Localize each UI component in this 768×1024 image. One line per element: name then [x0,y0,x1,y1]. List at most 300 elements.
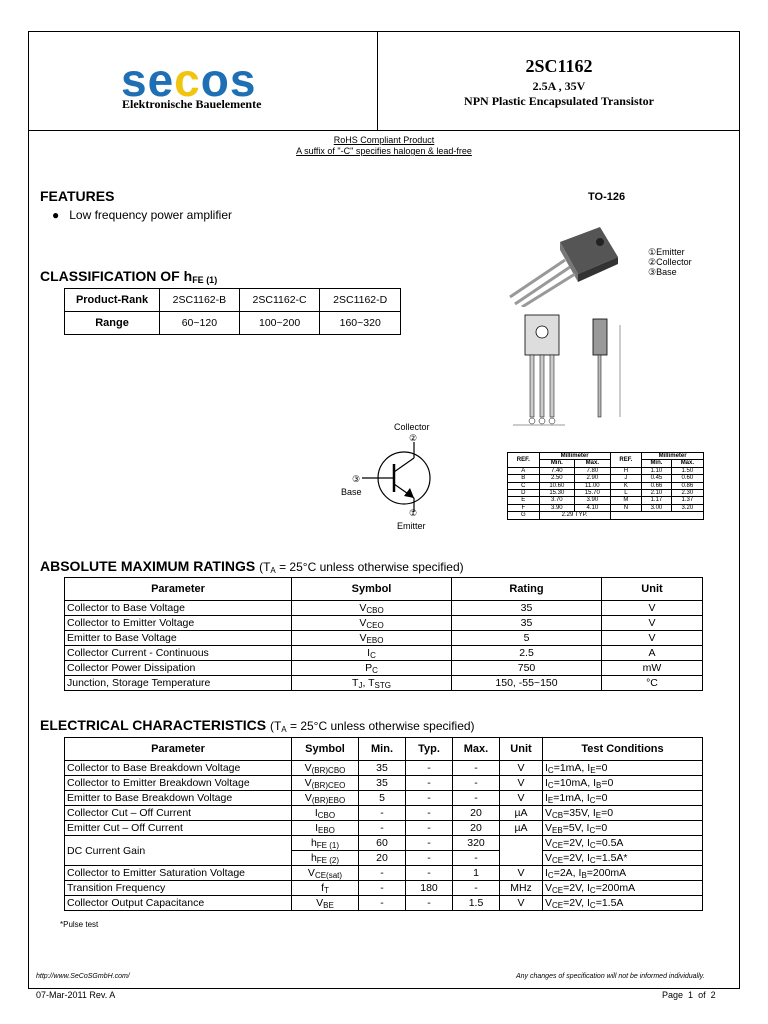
symbol-base-label: Base [341,487,362,497]
cond-symbol: I [586,791,590,804]
classification-title-sub: FE (1) [192,275,218,285]
elec-max: 1 [453,866,500,881]
abs-symbol [292,601,452,616]
elec-test-condition [543,866,703,881]
elec-row [65,881,703,896]
dim-max-header: Max. [575,460,611,467]
cond-value: =10mA, [553,776,594,789]
elec-header: Parameter [65,738,292,761]
cond-symbol: I [545,866,548,879]
elec-typ: - [406,806,453,821]
elec-typ: - [406,776,453,791]
dim-cell: 1.50 [671,467,703,474]
abs-symbol [292,676,452,691]
elec-symbol [292,821,359,836]
elec-row [65,836,703,851]
cond-sub: C [589,795,596,805]
elec-title [40,717,475,734]
dimensions-table [507,452,704,520]
elec-test-condition [543,776,703,791]
dim-cell: 11.00 [575,482,611,489]
dim-cell: N [610,504,642,511]
abs-unit: °C [602,676,703,691]
npn-transistor-symbol [360,442,440,512]
dim-cell: L [610,490,642,497]
cond-sub: C [589,885,596,895]
page-number: 1 [688,990,694,1000]
elec-param: Transition Frequency [65,881,292,896]
abs-rating: 150, -55~150 [452,676,602,691]
elec-symbol [292,881,359,896]
dim-ref-header: REF. [508,453,540,468]
dim-cell: 2.10 [642,490,672,497]
dim-cell: 10.60 [539,482,575,489]
elec-max: - [453,791,500,806]
elec-symbol [292,851,359,866]
elec-test-condition [543,836,703,851]
dim-cell: 15.70 [575,490,611,497]
dim-cell: 7.80 [575,467,611,474]
cond-value: =200mA [586,866,627,879]
elec-min: 35 [359,761,406,776]
cond-sub: C [547,780,554,790]
elec-unit: V [500,866,543,881]
elec-symbol-main: f [321,881,325,894]
elec-typ: - [406,896,453,911]
elec-typ: 180 [406,881,453,896]
dim-cell-empty [610,512,703,519]
abs-unit: V [602,631,703,646]
elec-symbol-main: V [304,791,312,804]
elec-param: Collector to Emitter Saturation Voltage [65,866,292,881]
cond-sub: CE [552,900,564,910]
dim-cell: 2.29 TYP. [539,512,610,519]
elec-unit [500,836,543,866]
classification-title-text: CLASSIFICATION OF h [40,268,193,284]
elec-unit: µA [500,806,543,821]
abs-symbol-sub2: STG [374,680,391,690]
abs-row [65,601,703,616]
cond-value: =2V, [563,836,587,849]
elec-row [65,776,703,791]
abs-unit: V [602,616,703,631]
cond-symbol: I [586,821,590,834]
abs-unit: A [602,646,703,661]
abs-rating: 35 [452,601,602,616]
abs-symbol-main: V [359,601,367,614]
dim-cell: 3.20 [671,504,703,511]
header-divider [28,130,740,131]
abs-symbol-main: P [365,661,373,674]
symbol-base-pin: ③ [352,474,361,484]
cond-value: =1.5A [595,896,624,909]
elec-header: Test Conditions [543,738,703,761]
elec-max: 20 [453,821,500,836]
elec-typ: - [406,836,453,851]
abs-max-cond-rest: = 25°C unless otherwise specified) [275,560,464,574]
elec-test-condition [543,821,703,836]
abs-max-table [64,577,703,691]
part-description: NPN Plastic Encapsulated Transistor [464,94,654,108]
abs-symbol-main: V [359,631,367,644]
features-title: FEATURES [40,188,115,204]
dim-cell: 1.10 [642,467,672,474]
cond-sub: C [547,870,554,880]
footnote: *Pulse test [60,920,99,929]
elec-min: 5 [359,791,406,806]
dim-cell: F [508,504,540,511]
elec-row [65,806,703,821]
page-total: 2 [710,990,716,1000]
elec-symbol-sub: CE(sat) [314,870,343,880]
classification-header: 2SC1162-B [160,289,240,312]
elec-symbol-sub: FE (2) [316,855,340,865]
pin-base: ③Base [648,267,677,277]
elec-symbol-sub: EBO [318,825,335,835]
cond-sub: EB [552,825,563,835]
elec-test-condition [543,851,703,866]
cond-sub: B [596,780,602,790]
abs-param: Junction, Storage Temperature [65,676,292,691]
elec-param: Collector Output Capacitance [65,896,292,911]
abs-param: Emitter to Base Voltage [65,631,292,646]
dim-cell: M [610,497,642,504]
dim-cell: 2.90 [575,475,611,482]
dim-min-header: Min. [642,460,672,467]
elec-typ: - [406,761,453,776]
dim-cell: J [610,475,642,482]
cond-symbol: I [592,806,596,819]
classification-header: 2SC1162-C [239,289,320,312]
classification-header: 2SC1162-D [320,289,401,312]
abs-row [65,631,703,646]
elec-symbol [292,806,359,821]
elec-max: - [453,881,500,896]
dim-row [508,467,704,474]
rohs-note: RoHS Compliant Product [333,135,435,145]
abs-header: Symbol [292,578,452,601]
dim-row [508,497,704,504]
dim-unit-header: Millimeter [539,453,610,460]
abs-param: Collector Current - Continuous [65,646,292,661]
elec-row [65,866,703,881]
elec-typ: - [406,866,453,881]
dim-cell: 0.86 [671,482,703,489]
elec-min: 35 [359,776,406,791]
abs-row [65,616,703,631]
elec-symbol-sub: FE (1) [316,840,340,850]
elec-title-text: ELECTRICAL CHARACTERISTICS [40,717,267,733]
classification-header: Product-Rank [65,289,160,312]
abs-unit: mW [602,661,703,676]
abs-row [65,646,703,661]
elec-min: - [359,821,406,836]
cond-sub: CE [552,855,564,865]
abs-header: Rating [452,578,602,601]
dim-row [508,490,704,497]
abs-max-title-text: ABSOLUTE MAXIMUM RATINGS [40,558,256,574]
elec-max: - [453,851,500,866]
dim-row [508,475,704,482]
elec-typ: - [406,821,453,836]
cond-sub: E [595,810,602,820]
abs-param: Collector Power Dissipation [65,661,292,676]
cond-value: =200mA [595,881,636,894]
cond-symbol: I [545,761,548,774]
elec-symbol-sub: (BR)EBO [311,795,346,805]
abs-symbol-sub: CBO [366,605,384,615]
dim-row [508,504,704,511]
elec-symbol-sub: BE [323,900,334,910]
symbol-collector-pin: ② [409,433,418,443]
cond-value: =1.5A* [595,851,628,864]
abs-symbol-sub: EBO [366,635,384,645]
abs-symbol [292,661,452,676]
abs-symbol [292,631,452,646]
cond-symbol: I [587,896,590,909]
cond-symbol: I [587,851,590,864]
elec-symbol [292,836,359,851]
elec-header: Symbol [292,738,359,761]
page-label: Page [662,990,684,1000]
footer-page [662,990,716,1000]
elec-symbol [292,761,359,776]
cond-sub: CB [552,810,564,820]
elec-symbol-main: V [304,761,312,774]
elec-cond: (T [269,719,282,733]
feature-item: ● Low frequency power amplifier [52,208,232,222]
dim-cell: 4.10 [575,504,611,511]
package-illustration [500,212,650,307]
dim-cell: 15.30 [539,490,575,497]
abs-symbol-sub: CEO [366,620,384,630]
elec-symbol [292,866,359,881]
elec-row [65,791,703,806]
cond-symbol: V [545,821,553,834]
dim-cell: E [508,497,540,504]
abs-rating: 2.5 [452,646,602,661]
header-vertical-divider [377,31,378,131]
elec-symbol-main: V [316,896,324,909]
elec-unit: V [500,761,543,776]
elec-min: - [359,866,406,881]
dim-cell: G [508,512,540,519]
abs-row [65,676,703,691]
pin-emitter: ①Emitter [648,247,685,257]
cond-sub: CE [552,885,564,895]
elec-param: Emitter to Base Breakdown Voltage [65,791,292,806]
elec-min: - [359,806,406,821]
cond-symbol: V [545,896,553,909]
abs-header: Unit [602,578,703,601]
elec-cond-sub: A [281,725,287,734]
elec-symbol-sub: T [324,885,329,895]
cond-value: =0 [595,761,608,774]
elec-cond-rest: = 25°C unless otherwise specified) [286,719,475,733]
cond-symbol: I [545,791,548,804]
outline-drawing [505,305,635,435]
page-of: of [698,990,706,1000]
abs-symbol-sub: C [370,650,376,660]
cond-symbol: I [593,776,597,789]
feature-text: Low frequency power amplifier [69,208,232,222]
dim-min-header: Min. [539,460,575,467]
elec-test-condition [543,806,703,821]
elec-symbol [292,791,359,806]
package-name: TO-126 [588,191,626,203]
dim-cell: 0.66 [642,482,672,489]
footer-disclaimer: Any changes of specification will not be informed individually. [516,973,705,980]
dim-cell: K [610,482,642,489]
elec-min: - [359,896,406,911]
dim-cell: 3.00 [642,504,672,511]
dim-cell: 0.45 [642,475,672,482]
symbol-emitter-label: Emitter [397,521,426,531]
elec-header: Min. [359,738,406,761]
classification-table [64,288,401,335]
symbol-collector-label: Collector [394,422,430,432]
elec-header: Max. [453,738,500,761]
cond-value: =2A, [553,866,579,879]
abs-row [65,661,703,676]
pin-collector: ②Collector [648,257,692,267]
cond-value: =5V, [562,821,587,834]
abs-max-title [40,558,464,575]
abs-header: Parameter [65,578,292,601]
elec-max: 1.5 [453,896,500,911]
dim-row [508,512,704,519]
footer-url[interactable]: http://www.SeCoSGmbH.com/ [36,973,130,980]
elec-param: Collector to Emitter Breakdown Voltage [65,776,292,791]
dim-cell: B [508,475,540,482]
elec-min: 20 [359,851,406,866]
dim-cell: 2.30 [671,490,703,497]
cond-value: =0 [595,791,608,804]
elec-symbol-main: I [314,806,318,819]
dim-unit-header: Millimeter [642,453,704,460]
cond-value: =35V, [563,806,593,819]
symbol-emitter-pin: ① [409,508,418,518]
cond-symbol: I [545,776,548,789]
dim-cell: 2.50 [539,475,575,482]
abs-symbol [292,646,452,661]
elec-min: 60 [359,836,406,851]
classification-title [40,268,217,285]
abs-symbol-main: V [359,616,367,629]
cond-sub: C [589,855,596,865]
elec-min: - [359,881,406,896]
abs-rating: 35 [452,616,602,631]
cond-value: =0 [601,776,614,789]
cond-symbol: I [587,881,590,894]
cond-sub: C [589,825,596,835]
cond-value: =2V, [563,851,587,864]
pin-list [648,247,692,277]
elec-symbol-main: h [310,836,317,849]
cond-symbol: V [545,806,553,819]
classification-value: 100~200 [239,312,320,335]
elec-symbol-main: V [307,866,315,879]
cond-sub: CE [552,840,564,850]
elec-param: Emitter Cut – Off Current [65,821,292,836]
abs-symbol-main: I [367,646,371,659]
classification-row-label: Range [65,312,160,335]
elec-symbol-sub: CBO [317,810,336,820]
abs-symbol-main2: , T [362,676,375,689]
footer-date: 07-Mar-2011 Rev. A [36,990,116,1000]
company-logo: secos [121,54,257,106]
elec-unit: V [500,776,543,791]
cond-symbol: I [587,836,590,849]
cond-symbol: I [578,866,582,879]
abs-max-cond-sub: A [270,566,276,575]
part-number: 2SC1162 [525,56,593,76]
dim-cell: 3.70 [539,497,575,504]
elec-symbol [292,776,359,791]
dim-max-header: Max. [671,460,703,467]
elec-typ: - [406,791,453,806]
elec-symbol-sub: (BR)CBO [311,765,346,775]
elec-unit: MHz [500,881,543,896]
dim-cell: D [508,490,540,497]
abs-symbol-sub: J [358,680,363,690]
abs-param: Collector to Base Voltage [65,601,292,616]
suffix-note: A suffix of "-C" specifies halogen & lead-free [296,146,472,156]
dim-cell: 1.37 [671,497,703,504]
elec-symbol-sub: (BR)CEO [311,780,346,790]
elec-unit: V [500,791,543,806]
elec-unit: V [500,896,543,911]
cond-value: =2V, [563,881,587,894]
company-name: Elektronische Bauelemente [122,97,262,111]
elec-row [65,896,703,911]
abs-symbol [292,616,452,631]
elec-param: Collector to Base Breakdown Voltage [65,761,292,776]
cond-sub: C [589,900,596,910]
cond-sub: E [590,765,596,775]
dim-cell: 0.60 [671,475,703,482]
cond-symbol: V [545,851,553,864]
abs-symbol-main: T [352,676,359,689]
dim-cell: 1.17 [642,497,672,504]
abs-symbol-sub: C [372,665,378,675]
cond-value: =0 [601,806,614,819]
cond-sub: B [581,870,587,880]
abs-unit: V [602,601,703,616]
dim-cell: 3.90 [575,497,611,504]
elec-max: 20 [453,806,500,821]
cond-symbol: I [587,761,591,774]
abs-rating: 750 [452,661,602,676]
elec-symbol-main: h [310,851,317,864]
elec-max: - [453,776,500,791]
cond-value: =1mA, [553,791,587,804]
dim-cell: 7.40 [539,467,575,474]
elec-test-condition [543,761,703,776]
abs-rating: 5 [452,631,602,646]
classification-value: 160~320 [320,312,401,335]
elec-max: 320 [453,836,500,851]
cond-value: =2V, [563,896,587,909]
elec-header: Typ. [406,738,453,761]
elec-row [65,821,703,836]
dim-ref-header: REF. [610,453,642,468]
cond-sub: C [589,840,596,850]
cond-sub: C [547,765,554,775]
classification-value: 60~120 [160,312,240,335]
elec-symbol-main: V [304,776,312,789]
cond-value: =0.5A [595,836,624,849]
